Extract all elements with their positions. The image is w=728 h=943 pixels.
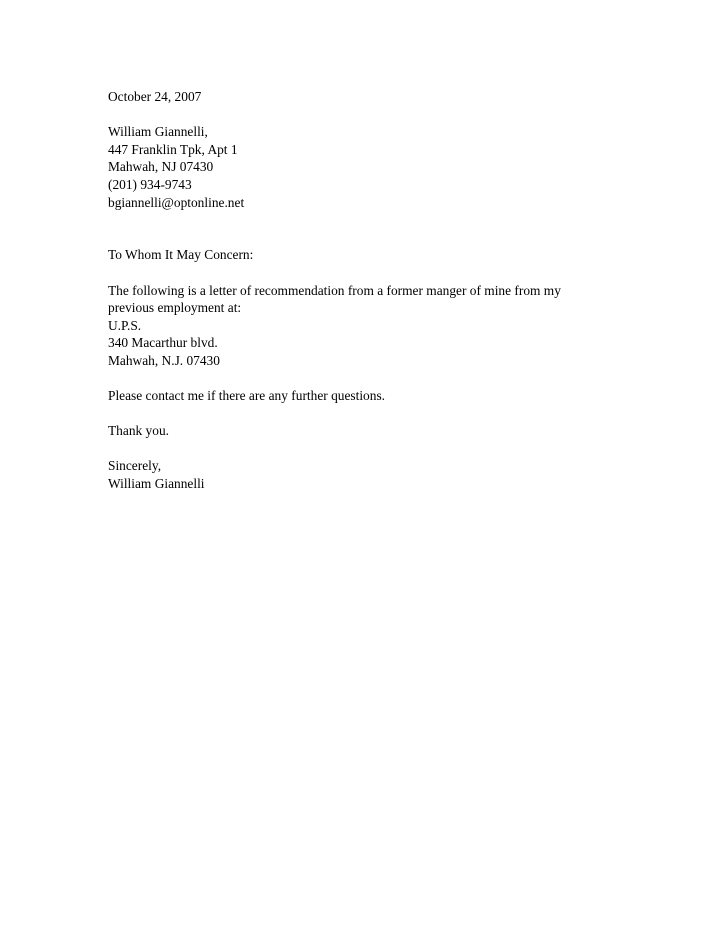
sender-phone: (201) 934-9743 [108,176,192,192]
sender-address-block [108,123,628,211]
letter-date: October 24, 2007 [108,89,202,104]
spacer [108,440,628,458]
letter-body [108,88,628,493]
salutation: To Whom It May Concern: [108,247,254,263]
thanks-line: Thank you. [108,423,169,439]
employer-name: U.P.S. [108,317,142,333]
sender-city: Mahwah, NJ 07430 [108,159,214,175]
employer-city: Mahwah, N.J. 07430 [108,352,220,368]
body-line: previous employment at: [108,300,242,316]
spacer [108,405,628,423]
closing: Sincerely, [108,458,162,474]
sender-name: William Giannelli, [108,124,208,140]
body-paragraph [108,282,628,370]
signature-name: William Giannelli [108,476,205,492]
spacer [108,211,628,246]
sender-street: 447 Franklin Tpk, Apt 1 [108,141,238,157]
spacer [108,370,628,388]
body-line: The following is a letter of recommendation from a former manger of mine from my [108,282,561,298]
spacer [108,264,628,282]
spacer [108,106,628,124]
sender-email: bgiannelli@optonline.net [108,194,245,210]
contact-request: Please contact me if there are any further questions. [108,388,385,404]
employer-street: 340 Macarthur blvd. [108,335,218,351]
